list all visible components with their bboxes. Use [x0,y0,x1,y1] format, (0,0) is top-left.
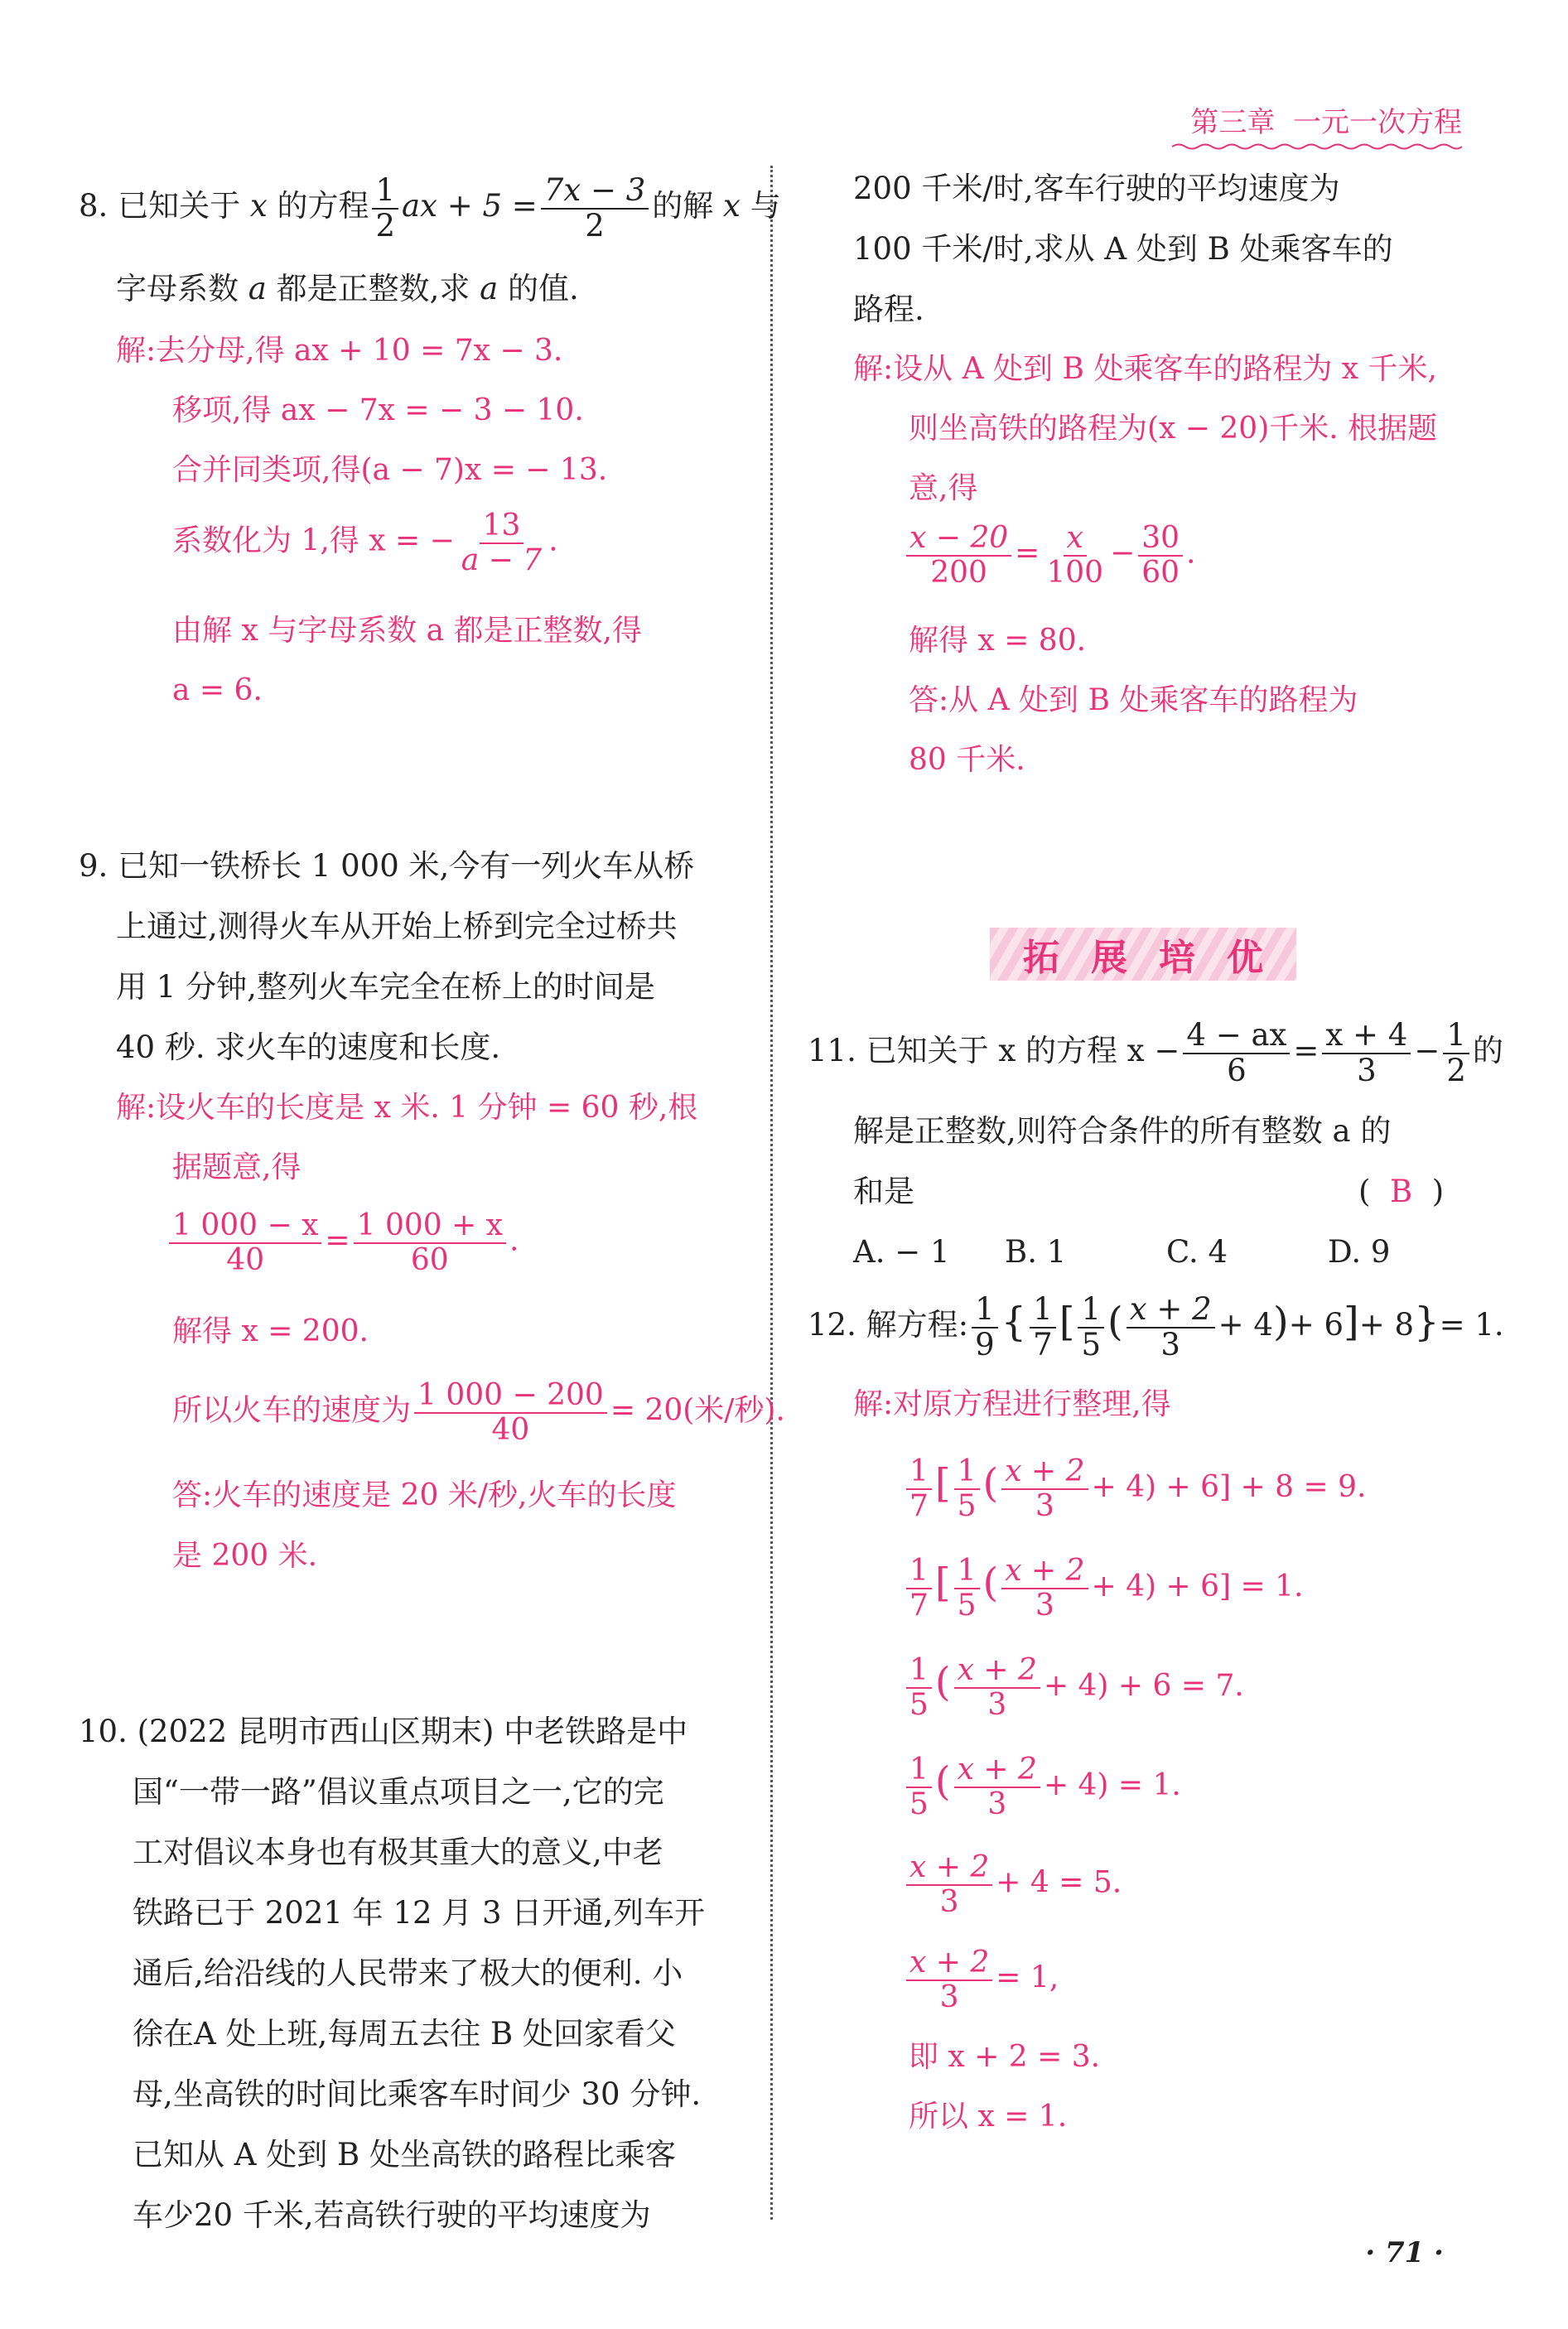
q12-step-3: $\frac{1}{5}$ ( $\frac{x + 2}{3}$ + 4) + 6 = 7. [903,1652,1244,1722]
q12-solution-0: 解:对原方程进行整理,得 [853,1387,1171,1421]
q10-solution-3: 意,得 [909,471,978,505]
q10-line1: 10. (2022 昆明市西山区期末) 中老铁路是中 [79,1714,688,1749]
q10-solution-1: 解:设从 A 处到 B 处乘客车的路程为 x 千米, [853,352,1437,386]
header-wave-decoration [1172,142,1462,151]
q10-line7: 母,坐高铁的时间比乘客车时间少 30 分钟. [133,2076,702,2112]
q10-solution-2: 则坐高铁的路程为(x − 20)千米. 根据题 [909,412,1438,446]
banner-text: 拓展培优 [1023,937,1295,979]
q9-solution-5: 答:火车的速度是 20 米/秒,火车的长度 [172,1478,677,1512]
q9-solution-3: 解得 x = 200. [172,1314,369,1348]
q11-line1: 11. 已知关于 x 的方程 x − $\frac{4 - ax}{6}$ = $\frac{x + 4}{3}$ − $\frac{1}{2}$ 的 [808,1017,1503,1088]
q9-line2: 上通过,测得火车从开始上桥到完全过桥共 [116,909,678,944]
q12-step-2: $\frac{1}{7}$ [ $\frac{1}{5}$ ( $\frac{x + 2}{3}$ + 4) + 6] = 1. [903,1553,1304,1623]
q10-right-line3: 路程. [853,292,924,327]
q9-solution-2: 据题意,得 [172,1150,302,1184]
q10-line8: 已知从 A 处到 B 处坐高铁的路程比乘客 [133,2137,676,2172]
page-number: · 71 · [1365,2236,1444,2269]
q10-right-line1: 200 千米/时,客车行驶的平均速度为 [853,171,1340,206]
q8-line1: 8. 已知关于 x 的方程 $\frac{1}{2}$ ax + 5 = $\frac{7x - 3}{2}$ 的解 x 与 [79,172,781,244]
q12-line1: 12. 解方程: $\frac{1}{9}$ { $\frac{1}{7}$ [ $\frac{1}{5}$ ( $\frac{x + 2}{3}$ + 4)+ 6]+ 8}= 1. [808,1290,1504,1362]
q8-solution-2: 移项,得 ax − 7x = − 3 − 10. [172,393,584,427]
q9-solution-1: 解:设火车的长度是 x 米. 1 分钟 = 60 秒,根 [116,1091,698,1125]
q10-line5: 通后,给沿线的人民带来了极大的便利. 小 [133,1955,683,1991]
q12-step-6: $\frac{x + 2}{3}$ = 1, [903,1946,1059,2013]
q11-line2: 解是正整数,则符合条件的所有整数 a 的 [853,1113,1392,1149]
chapter-header [1190,99,1462,140]
q9-equation: $\frac{1 000 - x}{40}$ = $\frac{1 000 + x}{60}$ . [166,1209,519,1276]
q8-solution-5: 由解 x 与字母系数 a 都是正整数,得 [172,614,642,648]
q10-right-line2: 100 千米/时,求从 A 处到 B 处乘客车的 [853,231,1393,267]
q12-step-5: $\frac{x + 2}{3}$ + 4 = 5. [903,1851,1122,1918]
section-banner [990,928,1296,981]
q10-equation: $\frac{x - 20}{200}$ = $\frac{x}{100}$ − $\frac{30}{60}$ . [903,522,1196,589]
q10-line6: 徐在A 处上班,每周五去往 B 处回家看父 [133,2016,676,2052]
q8-solution-1: 解:去分母,得 ax + 10 = 7x − 3. [116,334,563,368]
q8-solution-3: 合并同类项,得(a − 7)x = − 13. [172,453,608,487]
q10-line4: 铁路已于 2021 年 12 月 3 日开通,列车开 [133,1895,706,1931]
q11-answer: B [1389,1174,1413,1209]
q9-line3: 用 1 分钟,整列火车完全在桥上的时间是 [116,969,655,1005]
q11-option-c: C. 4 [1166,1234,1228,1270]
q12-step-4: $\frac{1}{5}$ ( $\frac{x + 2}{3}$ + 4) = 1. [903,1752,1181,1821]
q8-frac-rhs: $\frac{7x - 3}{2}$ [541,174,649,243]
q10-line2: 国“一带一路”倡议重点项目之一,它的完 [133,1774,664,1810]
q9-solution-6: 是 200 米. [172,1539,318,1573]
chapter-title: 一元一次方程 [1293,106,1462,139]
q12-step-7: 即 x + 2 = 3. [909,2040,1101,2074]
q11-line3: 和是 [853,1174,914,1209]
q9-line1: 9. 已知一铁桥长 1 000 米,今有一列火车从桥 [79,848,695,884]
q8-frac-half: $\frac{1}{2}$ [372,174,398,243]
q10-solution-6: 80 千米. [909,743,1025,777]
chapter-label: 第三章 [1190,106,1276,139]
q11-option-d: D. 9 [1328,1234,1391,1270]
column-divider [770,166,773,2220]
q11-option-a: A. − 1 [853,1234,950,1270]
q9-solution-4: 所以火车的速度为 $\frac{1 000 - 200}{40}$ = 20(米/秒). [172,1378,785,1447]
q10-solution-4: 解得 x = 80. [909,624,1087,658]
q12-step-1: $\frac{1}{7}$ [ $\frac{1}{5}$ ( $\frac{x + 2}{3}$ + 4) + 6] + 8 = 9. [903,1454,1366,1523]
q11-answer-box: ( B ) [1358,1174,1445,1209]
q8-line2: 字母系数 a 都是正整数,求 a 的值. [116,271,579,306]
q9-line4: 40 秒. 求火车的速度和长度. [116,1029,501,1065]
q11-option-b: B. 1 [1005,1234,1067,1270]
q10-line3: 工对倡议本身也有极其重大的意义,中老 [133,1835,663,1870]
q12-step-8: 所以 x = 1. [909,2100,1068,2134]
q10-line9: 车少20 千米,若高铁行驶的平均速度为 [133,2197,651,2233]
q8-solution-4: 系数化为 1,得 x = − $\frac{13}{a - 7}$ . [172,509,558,577]
q8-solution-6: a = 6. [172,673,263,707]
q10-solution-5: 答:从 A 处到 B 处乘客车的路程为 [909,683,1358,717]
